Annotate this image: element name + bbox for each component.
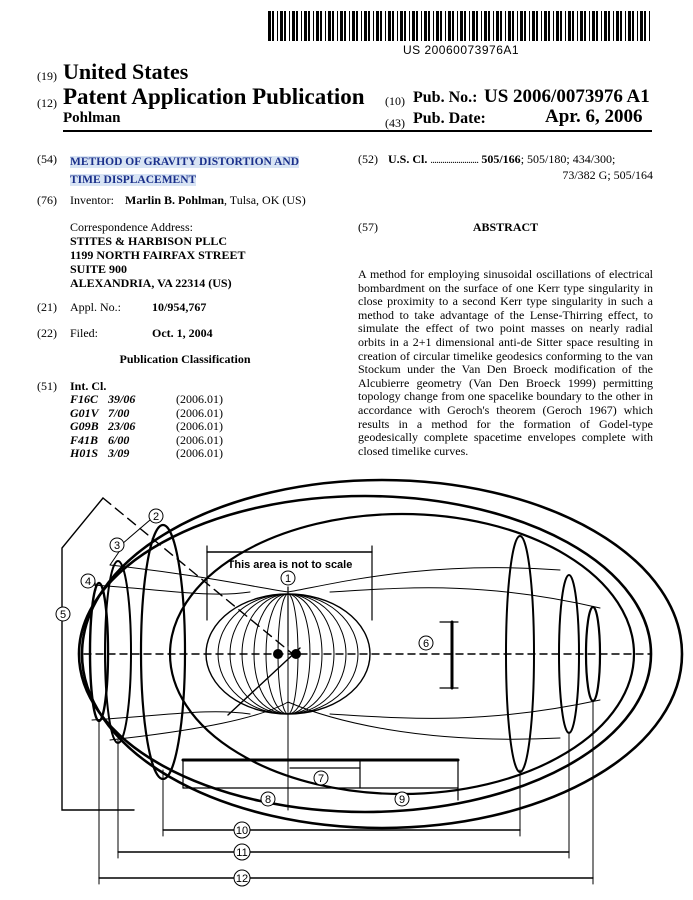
- barcode-bar: [541, 11, 542, 41]
- barcode-bar: [565, 11, 566, 41]
- field-code-54: (54): [37, 152, 57, 166]
- barcode-bar: [580, 11, 583, 41]
- field-code-51: (51): [37, 379, 57, 393]
- figure-label-7: [314, 771, 328, 785]
- field-code-10: (10): [385, 94, 405, 108]
- barcode-bar: [289, 11, 290, 41]
- barcode-bar: [616, 11, 619, 41]
- barcode-bar: [433, 11, 434, 41]
- barcode-bar: [424, 11, 427, 41]
- us-cl-main: 505/166: [481, 152, 521, 166]
- us-class-field: [388, 152, 653, 182]
- figure-label-4: [81, 574, 95, 588]
- barcode-bar: [524, 11, 526, 41]
- int-cl-year: (2006.01): [176, 392, 223, 406]
- diagonal-dashed-axis: [103, 498, 300, 660]
- barcode-bar: [625, 11, 626, 41]
- pub-class-heading: Publication Classification: [119, 352, 251, 366]
- barcode-bar: [325, 11, 326, 41]
- int-cl-year: (2006.01): [176, 419, 223, 433]
- barcode-bar: [421, 11, 422, 41]
- field-code-57: (57): [358, 220, 378, 234]
- funnel-curve-top-left: [92, 585, 250, 594]
- barcode-bar: [268, 11, 271, 41]
- barcode-bar: [416, 11, 418, 41]
- barcode-bar: [596, 11, 598, 41]
- barcode-bar: [500, 11, 502, 41]
- inventor-surname-header: Pohlman: [63, 110, 121, 126]
- barcode-bar: [532, 11, 535, 41]
- barcode-bar: [412, 11, 415, 41]
- us-cl-dots: ........................: [430, 155, 479, 166]
- barcode-bar: [589, 11, 590, 41]
- barcode-bar: [548, 11, 550, 41]
- barcode-bar: [577, 11, 578, 41]
- barcode-bar: [316, 11, 319, 41]
- pub-no-value: US 2006/0073976 A1: [484, 86, 650, 107]
- title-line-1: METHOD OF GRAVITY DISTORTION AND: [70, 156, 299, 168]
- barcode-bar: [608, 11, 610, 41]
- abstract-heading: ABSTRACT: [472, 220, 539, 234]
- barcode-bar: [457, 11, 458, 41]
- field-code-52: (52): [358, 152, 378, 166]
- barcode-bar: [640, 11, 643, 41]
- title-block: [70, 152, 325, 188]
- barcode-bar: [556, 11, 559, 41]
- figure-note: This area is not to scale: [227, 559, 353, 571]
- field-code-21: (21): [37, 300, 57, 314]
- barcode-bar: [553, 11, 554, 41]
- barcode-bar: [476, 11, 478, 41]
- barcode-bar: [620, 11, 622, 41]
- appl-no-label: Appl. No.:: [70, 300, 121, 314]
- barcode-bar: [332, 11, 334, 41]
- barcode-bar: [280, 11, 283, 41]
- ring-left-3: [141, 525, 185, 779]
- barcode-bar: [392, 11, 394, 41]
- inventor-field: [70, 193, 306, 207]
- barcode-bar: [337, 11, 338, 41]
- barcode-bar: [272, 11, 274, 41]
- barcode-bar: [508, 11, 511, 41]
- barcode-bar: [304, 11, 307, 41]
- barcode-bar: [572, 11, 574, 41]
- filed-date: Oct. 1, 2004: [152, 326, 213, 340]
- barcode-bar: [277, 11, 278, 41]
- barcode-bar: [296, 11, 298, 41]
- figure-label-2: [149, 509, 163, 523]
- int-cl-number: 6/00: [108, 432, 130, 447]
- header-rule: [63, 130, 652, 132]
- svg-text:1: 1: [284, 573, 292, 585]
- correspondence-label: Correspondence Address:: [70, 220, 193, 234]
- int-cl-label: Int. Cl.: [70, 379, 107, 393]
- int-cl-number: 7/00: [108, 405, 130, 420]
- funnel-curve-bottom-left: [92, 712, 250, 720]
- correspondence-line: STITES & HARBISON PLLC: [70, 234, 228, 248]
- barcode-bar: [292, 11, 295, 41]
- barcode-bar: [400, 11, 403, 41]
- barcode-bar: [397, 11, 398, 41]
- barcode-bar: [340, 11, 343, 41]
- country-name: United States: [63, 59, 189, 84]
- barcode-bar: [380, 11, 382, 41]
- barcode-bar: [352, 11, 355, 41]
- barcode-bar: [460, 11, 463, 41]
- int-cl-class: F16C: [70, 392, 99, 406]
- barcode-bar: [604, 11, 607, 41]
- barcode-bar: [364, 11, 367, 41]
- svg-text:6: 6: [422, 638, 430, 650]
- barcode-bar: [301, 11, 302, 41]
- point-mass-left: [273, 649, 283, 659]
- barcode-bar: [613, 11, 614, 41]
- barcode-bar: [284, 11, 286, 41]
- figure-label-1: [281, 571, 295, 585]
- title-line-2: TIME DISPLACEMENT: [70, 174, 197, 186]
- barcode-bar: [496, 11, 499, 41]
- int-cl-number: 3/09: [108, 446, 130, 460]
- barcode-bar: [529, 11, 530, 41]
- barcode-bar: [512, 11, 514, 41]
- field-code-12: (12): [37, 96, 57, 110]
- barcode-bar: [373, 11, 374, 41]
- barcode-bar: [520, 11, 523, 41]
- correspondence-line: 1199 NORTH FAIRFAX STREET: [70, 248, 246, 262]
- barcode-bar: [560, 11, 562, 41]
- figure-label-8: [261, 792, 275, 806]
- throat-bottom: [110, 702, 560, 740]
- us-cl-rest: ; 505/180; 434/300;: [520, 152, 616, 166]
- figure-label-9: [395, 792, 409, 806]
- us-cl-rest-line2: 73/382 G; 505/164: [562, 168, 653, 182]
- barcode-bar: [628, 11, 631, 41]
- svg-text:10: 10: [235, 825, 249, 837]
- field-code-22: (22): [37, 326, 57, 340]
- inventor-label: Inventor:: [70, 193, 114, 207]
- barcode-bar: [313, 11, 314, 41]
- svg-text:7: 7: [317, 773, 325, 785]
- barcode-bar: [452, 11, 454, 41]
- figure-label-12: [234, 870, 250, 886]
- svg-text:4: 4: [84, 576, 92, 588]
- barcode-bar: [349, 11, 350, 41]
- barcode-bar: [481, 11, 482, 41]
- barcode-bar: [385, 11, 386, 41]
- funnel-curve-top-right: [330, 588, 600, 608]
- int-cl-class: F41B: [70, 432, 99, 447]
- abstract-text: A method for employing sinusoidal oscillations of electrical bombardment on the surface of one Kerr type singularity in close proximity to a second Kerr type singularity in such a method to take advantage of the Lense-Thirring effect, to simulate the effect of two point masses on nearly radial orbits in a 2+1 dimensional anti-de Sitter space resulting in creation of circular timelike geodesics conforming to the van Stockum under the Van Den Broeck modification of the Alcubierre geometry (Van Den Broeck 1999) permitting topology change from one spacelike boundary to the other in accordance with Geroch's theorem (Geroch 1967) which results in a method for the formation of Godel-type geodesically complete spacetime envelopes complete with closed timelike curves.: [358, 267, 653, 458]
- figure-label-11: [234, 844, 250, 860]
- barcode-bar: [472, 11, 475, 41]
- table-row: [70, 447, 223, 461]
- barcode-bar: [320, 11, 322, 41]
- us-cl-label: U.S. Cl.: [388, 152, 428, 166]
- barcode-bar: [409, 11, 410, 41]
- barcode-bar: [376, 11, 379, 41]
- barcode-bar: [493, 11, 494, 41]
- barcode-bar: [632, 11, 634, 41]
- patent-figure-diagram: [0, 470, 693, 900]
- table-row: [70, 420, 223, 434]
- inventor-name: Marlin B. Pohlman: [125, 193, 225, 207]
- barcode-bar: [368, 11, 370, 41]
- inventor-location: , Tulsa, OK (US): [224, 193, 306, 207]
- pub-date-value: Apr. 6, 2006: [545, 106, 643, 127]
- figure-label-5: [56, 607, 70, 621]
- barcode-bar: [440, 11, 442, 41]
- svg-text:11: 11: [236, 847, 248, 859]
- barcode-number: US 20060073976A1: [402, 43, 520, 57]
- barcode-bar: [436, 11, 439, 41]
- correspondence-line: ALEXANDRIA, VA 22314 (US): [70, 276, 232, 290]
- barcode-bar: [445, 11, 446, 41]
- barcode-bar: [328, 11, 331, 41]
- pub-date-label: Pub. Date:: [413, 110, 486, 127]
- correspondence-block: [70, 220, 246, 290]
- barcode-bar: [644, 11, 646, 41]
- int-cl-number: 23/06: [108, 419, 136, 433]
- publication-type: Patent Application Publication: [63, 84, 365, 109]
- barcode-graphic: [268, 11, 654, 41]
- barcode-bar: [361, 11, 362, 41]
- barcode-bar: [568, 11, 571, 41]
- table-row: [70, 434, 223, 448]
- barcode-bar: [536, 11, 538, 41]
- barcode-bar: [404, 11, 406, 41]
- point-mass-right: [291, 649, 301, 659]
- barcode-bar: [469, 11, 470, 41]
- barcode-bar: [388, 11, 391, 41]
- barcode-bar: [637, 11, 638, 41]
- barcode-bar: [505, 11, 506, 41]
- int-cl-year: (2006.01): [176, 432, 223, 447]
- int-cl-year: (2006.01): [176, 405, 223, 420]
- field-code-19: (19): [37, 69, 57, 83]
- figure-label-10: [234, 822, 250, 838]
- barcode-bar: [448, 11, 451, 41]
- table-row: [70, 393, 223, 407]
- int-cl-class: G09B: [70, 419, 99, 433]
- svg-text:5: 5: [59, 609, 67, 621]
- barcode-bar: [464, 11, 466, 41]
- correspondence-line: SUITE 900: [70, 262, 128, 276]
- svg-text:12: 12: [235, 873, 249, 885]
- int-cl-number: 39/06: [108, 392, 136, 406]
- field-code-76: (76): [37, 193, 57, 207]
- field-code-43: (43): [385, 116, 405, 130]
- svg-text:2: 2: [152, 511, 160, 523]
- int-cl-class: G01V: [70, 405, 99, 420]
- barcode-bar: [488, 11, 490, 41]
- int-cl-class: H01S: [70, 446, 99, 460]
- int-cl-year: (2006.01): [176, 446, 223, 460]
- table-row: [70, 407, 223, 421]
- figure-label-6: [419, 636, 433, 650]
- barcode-bar: [544, 11, 547, 41]
- barcode-bar: [601, 11, 602, 41]
- barcode-bar: [308, 11, 310, 41]
- barcode-bar: [592, 11, 595, 41]
- int-cl-table: [70, 393, 223, 461]
- appl-no-value: 10/954,767: [152, 300, 207, 314]
- barcode-bar: [428, 11, 430, 41]
- barcode-bar: [517, 11, 518, 41]
- barcode-bar: [484, 11, 487, 41]
- svg-text:9: 9: [398, 794, 406, 806]
- barcode-bar: [356, 11, 358, 41]
- barcode-bar: [344, 11, 346, 41]
- filed-label: Filed:: [70, 326, 99, 340]
- barcode-bar: [649, 11, 650, 41]
- figure-label-3: [110, 538, 124, 552]
- funnel-curve-bottom-right: [330, 700, 600, 718]
- svg-text:8: 8: [264, 794, 272, 806]
- svg-text:3: 3: [113, 540, 121, 552]
- barcode-bar: [584, 11, 586, 41]
- pub-no-label: Pub. No.:: [413, 89, 478, 106]
